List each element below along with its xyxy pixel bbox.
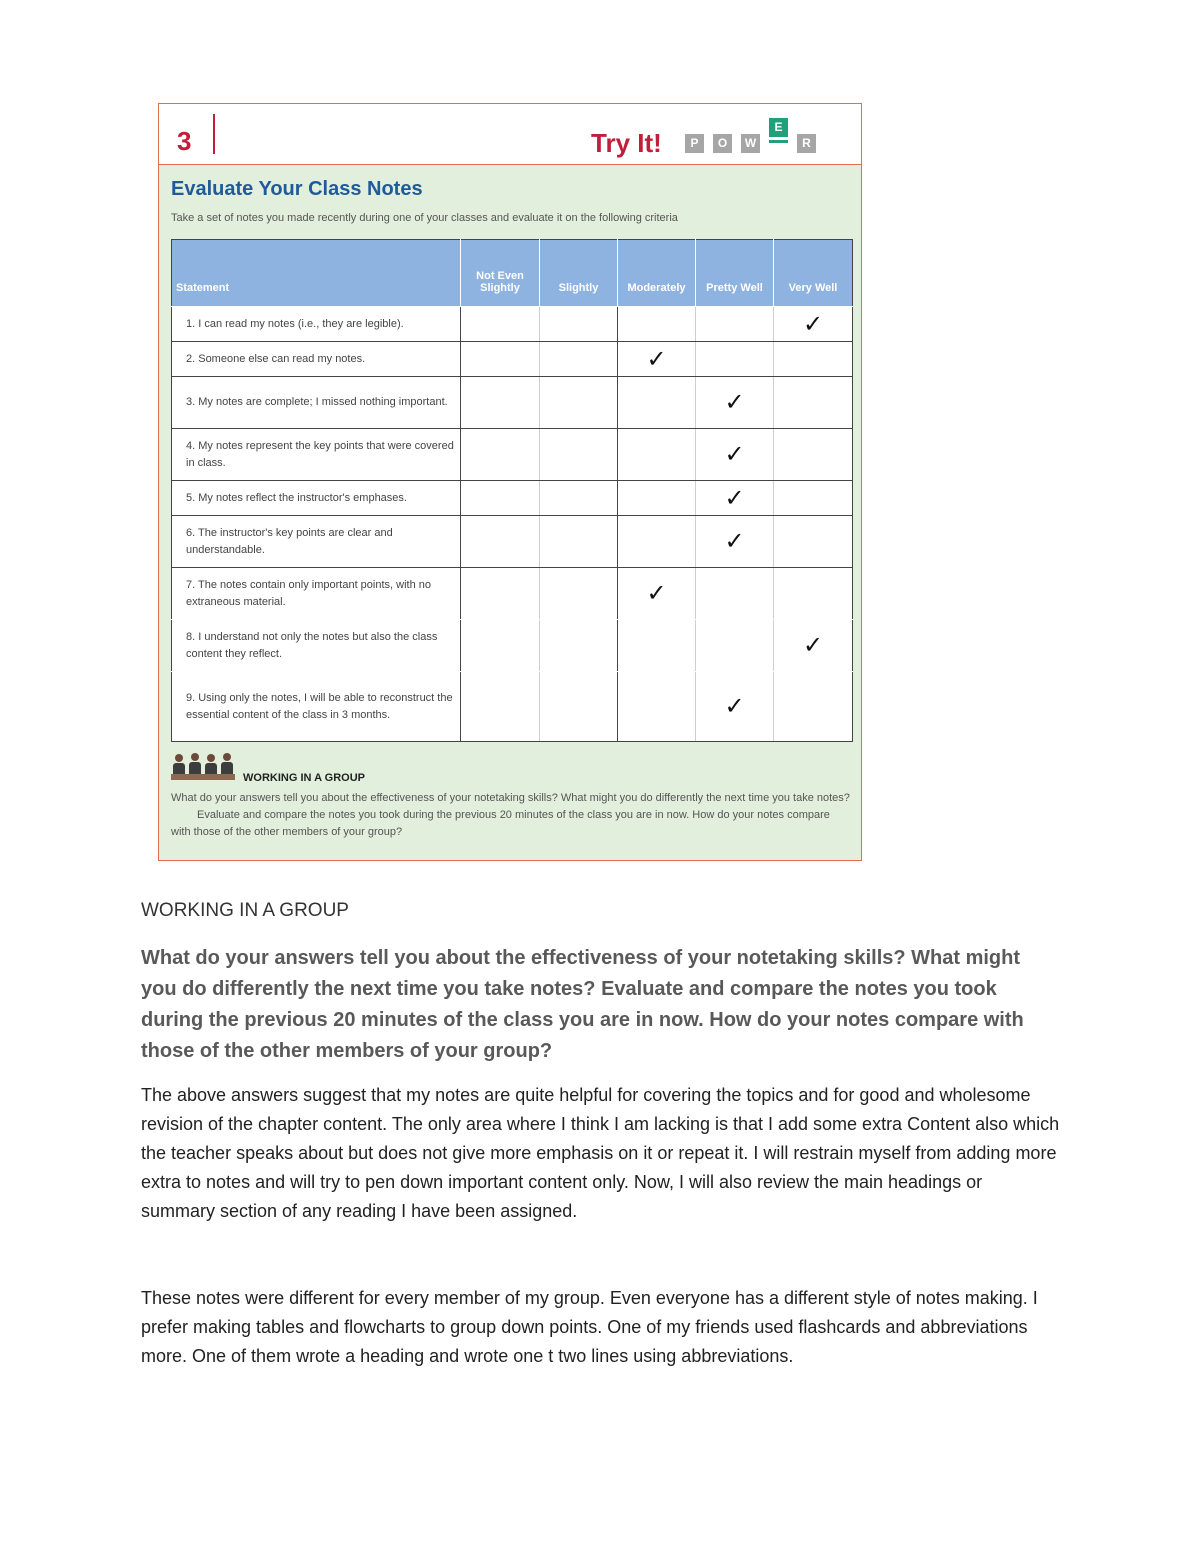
power-letter-o: O: [713, 134, 732, 153]
rating-cell: [618, 516, 696, 568]
column-header: Not Even Slightly: [461, 240, 540, 307]
rating-cell: [774, 481, 853, 516]
table-row: [172, 342, 853, 377]
rating-cell: [461, 516, 540, 568]
rating-cell: [774, 516, 853, 568]
check-mark-icon: ✓: [646, 345, 667, 373]
rating-cell: [618, 568, 696, 620]
table-row: [172, 568, 853, 620]
section-heading: WORKING IN A GROUP: [141, 900, 349, 921]
column-header: Statement: [172, 240, 461, 307]
rating-cell: [774, 307, 853, 342]
rating-cell: [540, 672, 618, 742]
question-text: What do your answers tell you about the effectiveness of your notetaking skills? What might you do differently the next time you take notes? Evaluate and compare the notes you took during the previous 20 minutes of the class you are in now. How do your notes compare with those of the other members of your group?: [141, 947, 1024, 1062]
rating-cell: [461, 568, 540, 620]
check-mark-icon: ✓: [724, 693, 745, 720]
table-row: [172, 481, 853, 516]
rating-cell: [540, 481, 618, 516]
table-row: [172, 307, 853, 342]
rating-cell: [696, 516, 774, 568]
rating-cell: [461, 307, 540, 342]
evaluation-table: [171, 239, 853, 742]
answer-paragraph-1: The above answers suggest that my notes are quite helpful for covering the topics and for good and wholesome revision of the chapter content. The only area where I think I am lacking is that I add some extra Content also which the teacher speaks about but does not give more emphasis on it or repeat it. I will restrain myself from adding more extra to notes and will try to pen down important content only. Now, I will also review the main headings or summary section of any reading I have been assigned.: [141, 1085, 1060, 1221]
rating-cell: [540, 429, 618, 481]
check-mark-icon: ✓: [646, 580, 667, 607]
check-mark-icon: ✓: [802, 632, 824, 659]
rating-cell: [618, 307, 696, 342]
rating-cell: [618, 429, 696, 481]
group-box-question: What do your answers tell you about the effectiveness of your notetaking skills? What might you do differently the next time you take notes?: [171, 792, 850, 804]
group-box-instruction: Evaluate and compare the notes you took during the previous 20 minutes of the class you are in now. How do your notes compare with those of the other members of your group?: [171, 809, 830, 838]
statement-cell: 9. Using only the notes, I will be able to reconstruct the essential content of the class in 3 months.: [172, 672, 461, 742]
group-box-title: WORKING IN A GROUP: [243, 772, 366, 784]
check-mark-icon: ✓: [724, 389, 745, 416]
table-row: [172, 377, 853, 429]
chapter-divider: [213, 114, 215, 154]
statement-cell: 4. My notes represent the key points that were covered in class.: [172, 429, 461, 481]
rating-cell: [461, 672, 540, 742]
worksheet-header: [159, 104, 861, 165]
answer-paragraph-2: These notes were different for every member of my group. Even everyone has a different style of notes making. I prefer making tables and flowcharts to group down points. One of my friends used flashcards and abbreviations more. One of them wrote a heading and wrote one t two lines using abbreviations.: [141, 1288, 1038, 1366]
worksheet-image: [158, 103, 862, 861]
rating-cell: [696, 429, 774, 481]
rating-cell: [540, 342, 618, 377]
rating-cell: [696, 620, 774, 672]
rating-cell: [774, 620, 853, 672]
check-mark-icon: ✓: [802, 310, 824, 338]
group-box-text: [171, 790, 851, 841]
power-e-underline: [769, 140, 788, 143]
rating-cell: [618, 481, 696, 516]
try-it-label: Try It!: [591, 128, 662, 158]
rating-cell: [774, 429, 853, 481]
rating-cell: [461, 620, 540, 672]
statement-cell: 6. The instructor's key points are clear and understandable.: [172, 516, 461, 568]
table-row: [172, 429, 853, 481]
rating-cell: [618, 620, 696, 672]
rating-cell: [461, 377, 540, 429]
rating-cell: [696, 672, 774, 742]
check-mark-icon: ✓: [724, 528, 745, 555]
rating-cell: [696, 307, 774, 342]
rating-cell: [696, 481, 774, 516]
table-row: [172, 516, 853, 568]
rating-cell: [696, 342, 774, 377]
chapter-number: 3: [177, 126, 192, 156]
rating-cell: [774, 342, 853, 377]
check-mark-icon: ✓: [724, 441, 745, 468]
statement-cell: 3. My notes are complete; I missed nothing important.: [172, 377, 461, 429]
table-row: [172, 672, 853, 742]
rating-cell: [774, 568, 853, 620]
column-header: Slightly: [540, 240, 618, 307]
power-letter-w: W: [741, 134, 760, 153]
statement-cell: 7. The notes contain only important points, with no extraneous material.: [172, 568, 461, 620]
group-people-icon: [171, 752, 235, 782]
rating-cell: [461, 429, 540, 481]
column-header: Moderately: [618, 240, 696, 307]
rating-cell: [461, 481, 540, 516]
table-header-row: [172, 240, 853, 307]
rating-cell: [618, 342, 696, 377]
rating-cell: [461, 342, 540, 377]
rating-cell: [540, 307, 618, 342]
worksheet-title: Evaluate Your Class Notes: [171, 178, 423, 200]
rating-cell: [774, 672, 853, 742]
check-mark-icon: ✓: [724, 484, 745, 512]
rating-cell: [774, 377, 853, 429]
power-logo: [685, 116, 825, 156]
rating-cell: [540, 377, 618, 429]
column-header: Pretty Well: [696, 240, 774, 307]
power-letter-e: E: [769, 118, 788, 137]
rating-cell: [540, 516, 618, 568]
statement-cell: 2. Someone else can read my notes.: [172, 342, 461, 377]
rating-cell: [618, 672, 696, 742]
power-letter-p: P: [685, 134, 704, 153]
table-row: [172, 620, 853, 672]
rating-cell: [696, 568, 774, 620]
rating-cell: [696, 377, 774, 429]
statement-cell: 8. I understand not only the notes but also the class content they reflect.: [172, 620, 461, 672]
power-letter-r: R: [797, 134, 816, 153]
rating-cell: [540, 568, 618, 620]
statement-cell: 5. My notes reflect the instructor's emphases.: [172, 481, 461, 516]
column-header: Very Well: [774, 240, 853, 307]
statement-cell: 1. I can read my notes (i.e., they are legible).: [172, 307, 461, 342]
worksheet-subtitle: Take a set of notes you made recently during one of your classes and evaluate it on the following criteria: [171, 212, 678, 224]
rating-cell: [540, 620, 618, 672]
rating-cell: [618, 377, 696, 429]
